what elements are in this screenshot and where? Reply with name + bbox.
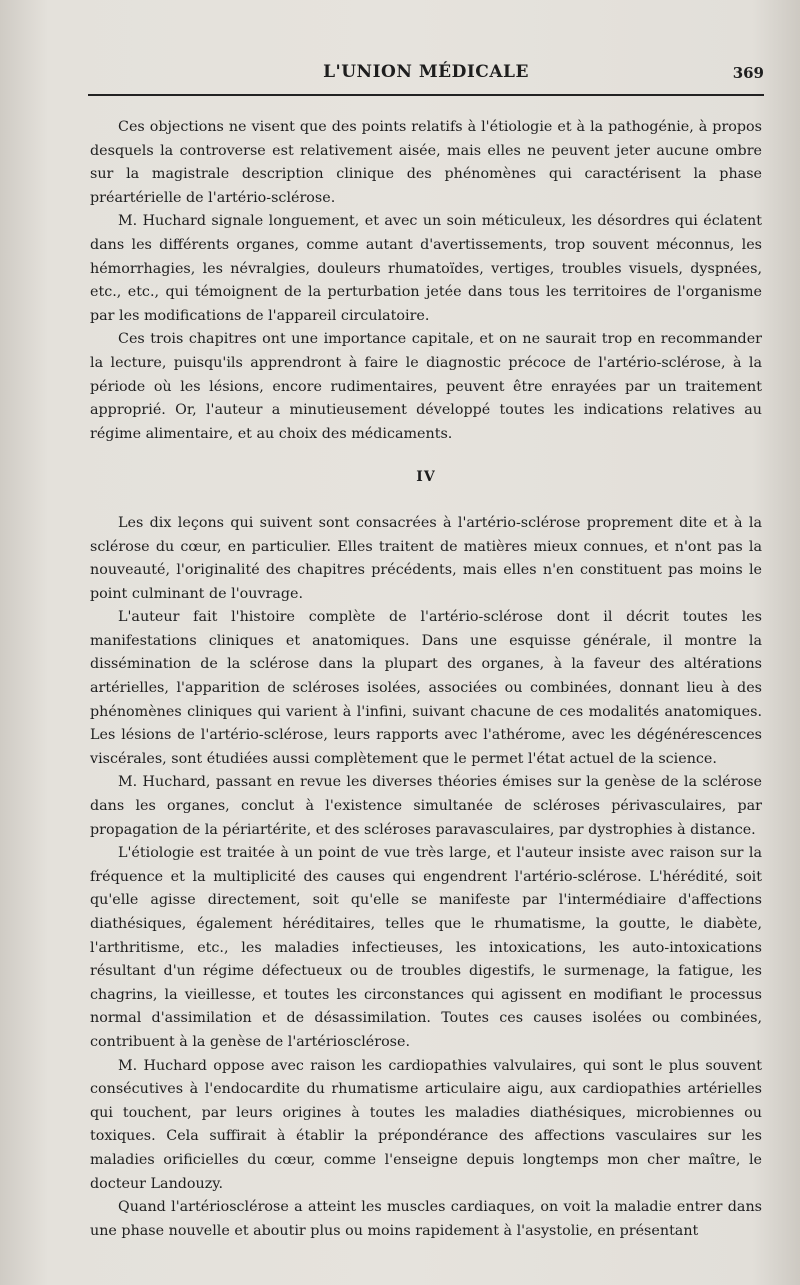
- paragraph: M. Huchard, passant en revue les diverses théories émises sur la genèse de la sclérose dans les organes, conclut à l'existence simultanée de scléroses périvasculaires, par propagation de la périartérite, et des scléroses paravasculaires, par dystrophies à distance.: [90, 774, 762, 838]
- paragraph: M. Huchard oppose avec raison les cardiopathies valvulaires, qui sont le plus souvent consécutives à l'endocardite du rhumatisme articulaire aigu, aux cardiopathies artérielles qui touchent, par leurs origines à toutes les maladies diathésiques, microbiennes ou toxiques. Cela suffirait à établir la prépondérance des affections vasculaires sur les maladies orificielles du cœur, comme l'enseigne depuis longtemps mon cher maître, le docteur Landouzy.: [90, 1057, 762, 1192]
- page-number: 369: [732, 64, 764, 82]
- paragraph: Ces trois chapitres ont une importance capitale, et on ne saurait trop en recommander la lecture, puisqu'ils apprendront à faire le diagnostic précoce de l'artério-sclérose, à la période où les lésions, encore rudimentaires, peuvent être enrayées par un traitement approprié. Or, l'auteur a minutieusement développé toutes les indications relatives au régime alimentaire, et au choix des médicaments.: [90, 331, 762, 442]
- section-number: IV: [416, 469, 436, 486]
- paragraph: Ces objections ne visent que des points relatifs à l'étiologie et à la pathogénie, à propos desquels la controverse est relativement aisée, mais elles ne peuvent jeter aucune ombre sur la magistrale description clinique des phénomènes qui caractérisent la phase préartérielle de l'artério-sclérose.: [90, 119, 762, 206]
- header-rule: [88, 94, 764, 96]
- article-body: [90, 116, 762, 1243]
- paragraph: Les dix leçons qui suivent sont consacrées à l'artério-sclérose proprement dite et à la sclérose du cœur, en particulier. Elles traitent de matières mieux connues, et n'ont pas la nouveauté, l'originalité des chapitres précédents, mais elles n'en constituent pas moins le point culminant de l'ouvrage.: [90, 514, 762, 602]
- running-title: L'UNION MÉDICALE: [323, 62, 529, 82]
- paragraph: Quand l'artériosclérose a atteint les muscles cardiaques, on voit la maladie entrer dans une phase nouvelle et aboutir plus ou moins rapidement à l'asystolie, en présentant: [90, 1199, 762, 1239]
- paragraph: M. Huchard signale longuement, et avec un soin méticuleux, les désordres qui éclatent dans les différents organes, comme autant d'avertissements, trop souvent méconnus, les hémorrhagies, les névralgies, douleurs rhumatoïdes, vertiges, troubles visuels, dyspnées, etc., etc., qui témoignent de la perturbation jetée dans tous les territoires de l'organisme par les modifications de l'appareil circulatoire.: [90, 213, 762, 324]
- page-header: [88, 62, 764, 92]
- paragraph: L'étiologie est traitée à un point de vue très large, et l'auteur insiste avec raison sur la fréquence et la multiplicité des causes qui engendrent l'artério-sclérose. L'hérédité, soit qu'elle agisse directement, soit qu'elle se manifeste par l'intermédiaire d'affections diathésiques, également héréditaires, telles que le rhumatisme, la goutte, le diabète, l'arthritisme, etc., les maladies infectieuses, les intoxications, les auto-intoxications résultant d'un régime défectueux ou de troubles digestifs, le surmenage, la fatigue, les chagrins, la vieillesse, et toutes les circonstances qui agissent en modifiant le processus normal d'assimilation et de désassimilation. Toutes ces causes isolées ou combinées, contribuent à la genèse de l'artériosclérose.: [90, 845, 762, 1050]
- paragraph: L'auteur fait l'histoire complète de l'artério-sclérose dont il décrit toutes les manifestations cliniques et anatomiques. Dans une esquisse générale, il montre la dissémination de la sclérose dans la plupart des organes, à la faveur des altérations artérielles, l'apparition de scléroses isolées, associées ou combinées, donnant lieu à des phénomènes cliniques qui varient à l'infini, suivant chacune de ces modalités anatomiques. Les lésions de l'artério-sclérose, leurs rapports avec l'athérome, avec les dégénérescences viscérales, sont étudiées aussi complètement que le permet l'état actuel de la science.: [90, 609, 762, 767]
